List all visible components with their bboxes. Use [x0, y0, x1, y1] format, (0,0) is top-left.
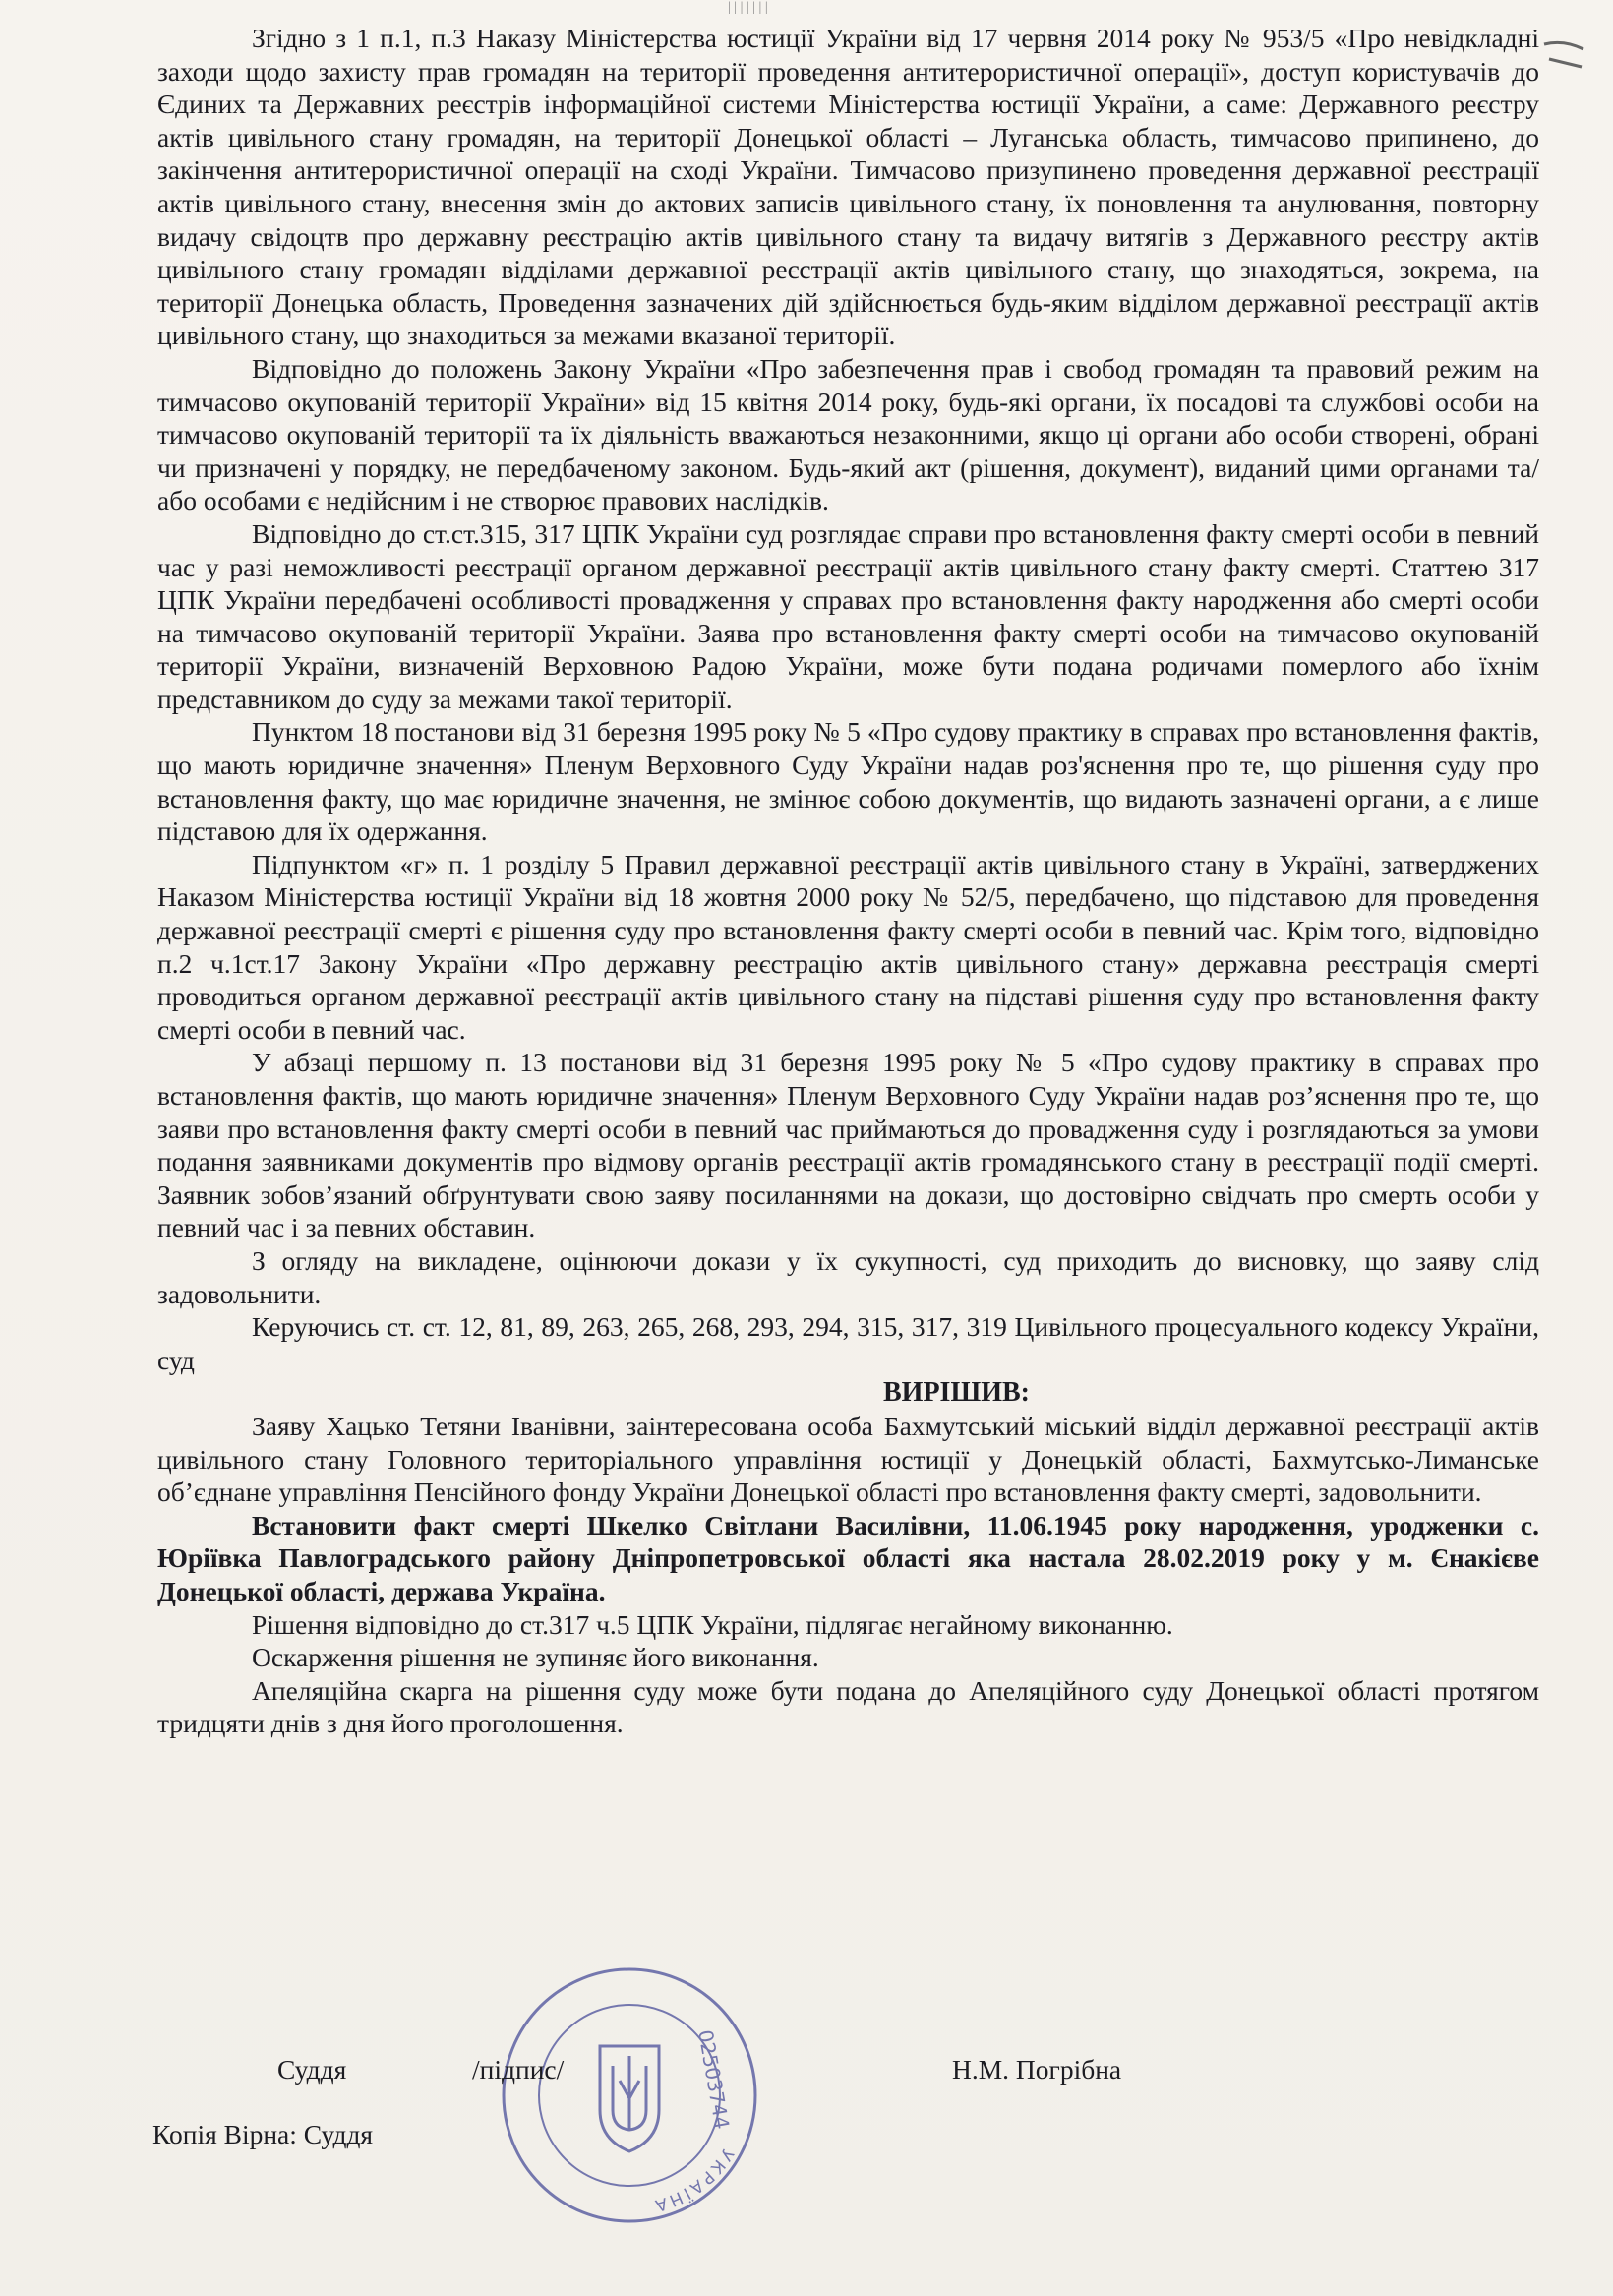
decision-paragraph: Заяву Хацько Тетяни Іванівни, заінтересована особа Бахмутський міський відділ державної реєстрації актів цивільного стану Головного територіального управління юстиції у Донецькій області, Бахмутсько-Лиманське об’єднане управління Пенсійного фонду України Донецької області про встановлення факту смерті, задовольнити. [157, 1410, 1539, 1508]
closing-paragraph: Оскарження рішення не зупиняє його виконання. [252, 1642, 819, 1673]
paragraph: Відповідно до положень Закону України «Про забезпечення прав і свобод громадян та правовий режим на тимчасово окупованій території України» від 15 квітня 2014 року, будь-які органи, їх посадові та службові особи на тимчасово окупованій території та їх діяльність вважаються незаконними, якщо ці органи або особи створені, обрані чи призначені у порядку, не передбаченому законом. Будь-який акт (рішення, документ), виданий цими органами та/ або особами є недійсним і не створює правових наслідків. [157, 352, 1539, 516]
paragraph: У абзаці першому п. 13 постанови від 31 березня 1995 року № 5 «Про судову практику в справах про встановлення фактів, що мають юридичне значення» Пленум Верховного Суду України надав роз’яснення про те, що заяви про встановлення факту смерті особи в певний час приймаються до провадження суду і розглядаються за умови подання заявниками документів про відмову органів реєстрації актів громадянського стану в реєстрації події смерті. Заявник зобов’язаний обґрунтувати свою заяву посиланнями на докази, що достовірно свідчать про смерть особи у певний час і за певних обставин. [157, 1047, 1539, 1243]
signature-role: Суддя [277, 2054, 347, 2085]
corner-mark-icon [1534, 30, 1593, 89]
svg-text:02503744: 02503744 [693, 2027, 735, 2132]
paragraph: З огляду на викладене, оцінюючи докази у їх сукупності, суд приходить до висновку, що заяву слід задовольнити. [157, 1244, 1539, 1309]
copy-certification: Копія Вірна: Суддя [152, 2119, 374, 2149]
signature-mark: /підпис/ [472, 2054, 565, 2085]
closing-paragraph: Апеляційна скарга на рішення суду може бути подана до Апеляційного суду Донецької області протягом тридцяти днів з дня його проголошення. [157, 1674, 1539, 1739]
closing-paragraph: Рішення відповідно до ст.317 ч.5 ЦПК України, підлягає негайному виконанню. [252, 1608, 1173, 1640]
official-seal-stamp [497, 1963, 762, 2228]
signature-row [0, 2054, 1613, 2093]
document-body [157, 22, 1539, 1740]
decision-heading: ВИРІШИВ: [883, 1377, 1030, 1409]
svg-text:УКРАЇНА: УКРАЇНА [650, 2145, 738, 2216]
scan-artifact: | | | | | | | [728, 0, 768, 15]
decision-bold-paragraph: Встановити факт смерті Шкелко Світлани Василівни, 11.06.1945 року народження, уродженки с. Юріївка Павлоградського району Дніпропетровської області яка настала 28.02.2019 року у м. Єнакієве Донецької області, держава Україна. [157, 1509, 1539, 1606]
paragraph: Керуючись ст. ст. 12, 81, 89, 263, 265, 268, 293, 294, 315, 317, 319 Цивільного процесуального кодексу України, суд [157, 1311, 1539, 1375]
paragraph: Відповідно до ст.ст.315, 317 ЦПК України суд розглядає справи про встановлення факту смерті особи в певний час у разі неможливості реєстрації органом державної реєстрації актів цивільного стану факту смерті. Статтею 317 ЦПК України передбачені особливості провадження у справах про встановлення факту народження або смерті особи на тимчасово окупованій території України. Заява про встановлення факту смерті особи на тимчасово окупованій території України, визначеній Верховною Радою України, може бути подана родичами померлого або їхнім представником до суду за межами такої території. [157, 517, 1539, 714]
paragraph: Згідно з 1 п.1, п.3 Наказу Міністерства юстиції України від 17 червня 2014 року № 953/5 «Про невідкладні заходи щодо захисту прав громадян на території проведення антитерористичної операції», доступ користувачів до Єдиних та Державних реєстрів інформаційної системи Міністерства юстиції України, а саме: Державного реєстру актів цивільного стану громадян, на території Донецької області – Луганська область, тимчасово припинено, до закінчення антитерористичної операції на сході України. Тимчасово призупинено проведення державної реєстрації актів цивільного стану, внесення змін до актових записів цивільного стану, їх поновлення та анулювання, повторну видачу свідоцтв про державну реєстрацію актів цивільного стану та видачу витягів з Державного реєстру актів цивільного стану громадян відділами державної реєстрації актів цивільного стану, що знаходяться, зокрема, на території Донецька область, Проведення зазначених дій здійснюється будь-яким відділом державної реєстрації актів цивільного стану, що знаходиться за межами вказаної території. [157, 23, 1539, 351]
paragraph: Пунктом 18 постанови від 31 березня 1995 року № 5 «Про судову практику в справах про встановлення фактів, що мають юридичне значення» Пленум Верховного Суду України надав роз'яснення про те, що рішення суду про встановлення факту, що має юридичне значення, не змінює собою документів, що видають зазначені органи, а є лише підставою для їх одержання. [157, 716, 1539, 847]
paragraph: Підпунктом «г» п. 1 розділу 5 Правил державної реєстрації актів цивільного стану в Україні, затверджених Наказом Міністерства юстиції України від 18 жовтня 2000 року № 52/5, передбачено, що підставою для проведення державної реєстрації смерті є рішення суду про встановлення факту смерті особи в певний час. Крім того, відповідно п.2 ч.1ст.17 Закону України «Про державну реєстрацію актів цивільного стану» державна реєстрація смерті проводиться органом державної реєстрації актів цивільного стану на підставі рішення суду про встановлення факту смерті особи в певний час. [157, 848, 1539, 1045]
judge-name: Н.М. Погрібна [952, 2054, 1122, 2085]
